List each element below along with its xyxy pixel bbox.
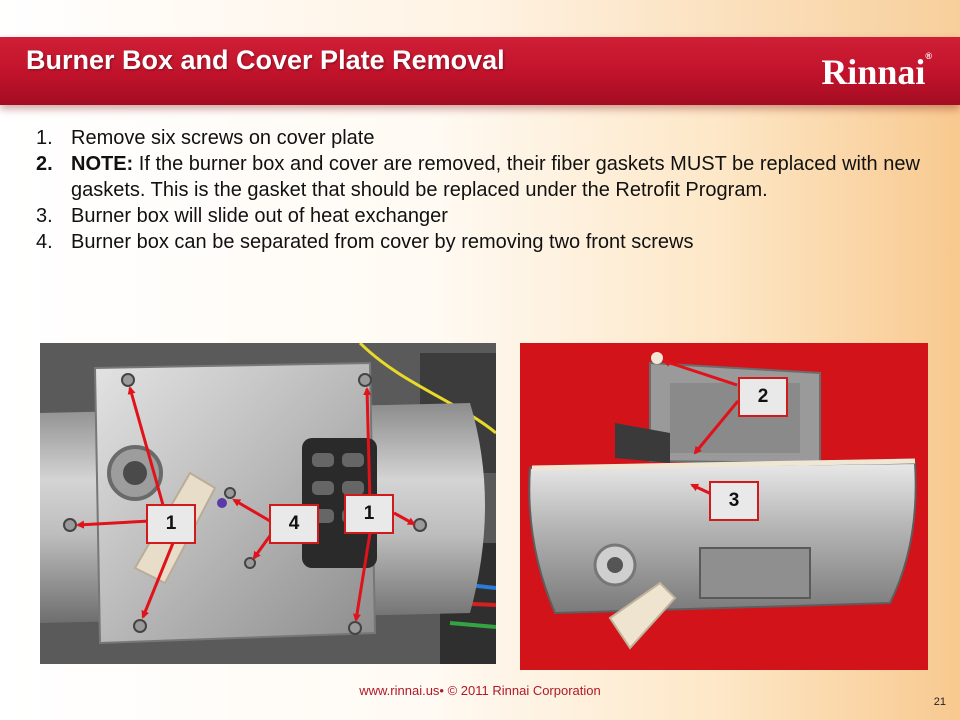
- page-number: 21: [933, 696, 946, 708]
- logo-text: Rinnai: [821, 52, 926, 92]
- step-text: Burner box can be separated from cover by removing two front screws: [71, 231, 694, 253]
- top-background: [0, 0, 960, 40]
- step-number: 2.: [36, 153, 53, 175]
- step-1: [36, 125, 936, 151]
- rinnai-logo: [821, 51, 932, 93]
- callout-label: 1: [146, 504, 196, 544]
- photo-burner-box-removed: [520, 343, 928, 670]
- note-label: NOTE:: [71, 153, 134, 175]
- title-bar: [0, 37, 960, 105]
- callout-label: 2: [738, 377, 788, 417]
- step-3: [36, 203, 936, 229]
- callout-label: 3: [709, 481, 759, 521]
- step-number: 4.: [36, 231, 53, 253]
- step-text: Burner box will slide out of heat exchanger: [71, 205, 448, 227]
- step-text: If the burner box and cover are removed, their fiber gaskets MUST be replaced with new gaskets. This is the gasket that should be replaced under the Retrofit Program.: [71, 153, 920, 201]
- callout-label: 4: [269, 504, 319, 544]
- step-number: 3.: [36, 205, 53, 227]
- registered-mark: ®: [925, 51, 932, 61]
- burner-box-illustration: [40, 343, 496, 664]
- step-number: 1.: [36, 127, 53, 149]
- slide-title: Burner Box and Cover Plate Removal: [26, 45, 505, 75]
- photo-burner-box-installed: [40, 343, 496, 664]
- instruction-list: [36, 125, 936, 255]
- footer-copyright: www.rinnai.us• © 2011 Rinnai Corporation: [359, 683, 601, 698]
- step-4: [36, 229, 936, 255]
- step-2: [36, 151, 936, 203]
- callout-label: 1: [344, 494, 394, 534]
- step-text: Remove six screws on cover plate: [71, 127, 375, 149]
